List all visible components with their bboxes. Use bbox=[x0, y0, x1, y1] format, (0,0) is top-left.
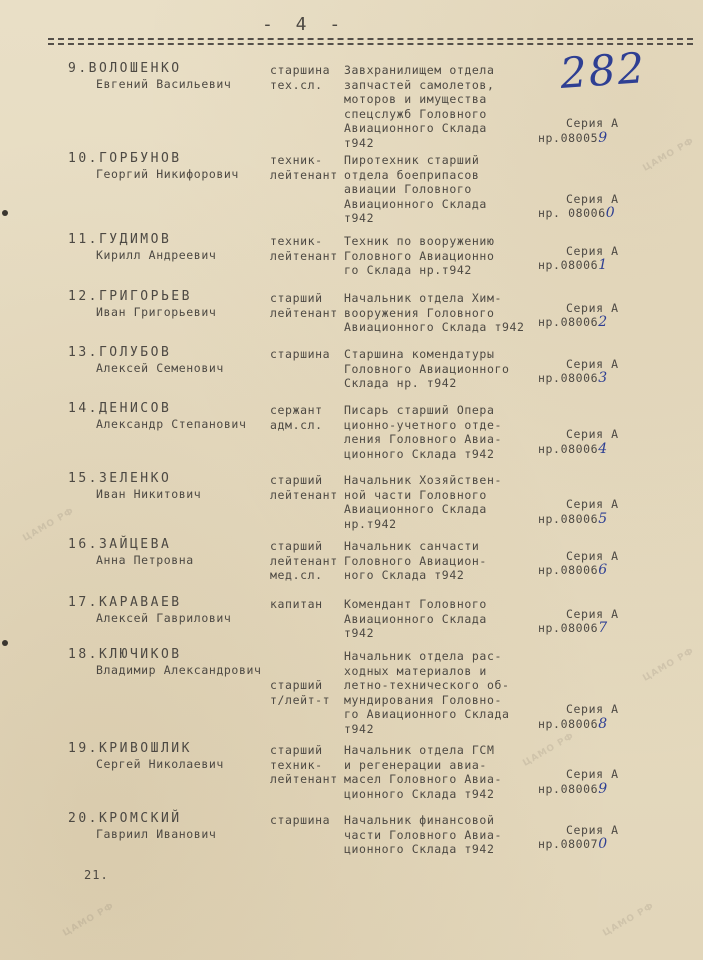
entry-position: авиации Головного bbox=[344, 182, 472, 196]
entry-surname: 19.КРИВОШЛИК bbox=[68, 741, 192, 756]
entry-rank: лейтенант bbox=[270, 167, 338, 182]
punch-hole bbox=[2, 210, 8, 216]
entry-surname: 12.ГРИГОРЬЕВ bbox=[68, 289, 192, 304]
entry-position: ционно-учетного отде- bbox=[344, 417, 502, 432]
entry-position: запчастей самолетов, bbox=[344, 77, 495, 92]
order-number-printed: нр.08006 bbox=[538, 258, 599, 272]
entry-rank: старший bbox=[270, 539, 323, 553]
page-number: - 4 - bbox=[262, 14, 347, 35]
order-number-printed: нр.08006 bbox=[538, 563, 599, 577]
entry-surname: 11.ГУДИМОВ bbox=[68, 232, 172, 247]
entry-position: Техник по вооружению bbox=[344, 234, 495, 248]
archive-sheet-number: 282 bbox=[558, 43, 648, 98]
entry-rank: лейтенант bbox=[270, 553, 338, 568]
entry-position: Авиационного Склада bbox=[344, 196, 487, 211]
entry-series: Серия А bbox=[566, 300, 619, 315]
order-number-handwritten-digit: 4 bbox=[598, 440, 608, 457]
order-number-handwritten-digit: 5 bbox=[598, 510, 608, 527]
order-number-printed: нр.08006 bbox=[538, 621, 599, 635]
order-number-handwritten-digit: 0 bbox=[598, 836, 608, 852]
entry-order-number bbox=[538, 315, 608, 330]
entry-rank: мед.сл. bbox=[270, 568, 323, 582]
entry-order-number bbox=[538, 621, 608, 636]
entry-position: Начальник Хозяйствен- bbox=[344, 473, 502, 487]
entry-position: Авиационного Склада bbox=[344, 121, 487, 135]
order-number-printed: нр.08006 bbox=[538, 371, 599, 385]
archive-watermark: ЦАМО РФ bbox=[521, 731, 577, 769]
entry-position: ной части Головного bbox=[344, 487, 487, 502]
entry-position: т942 bbox=[344, 135, 375, 150]
entry-surname: 9.ВОЛОШЕНКО bbox=[68, 61, 182, 76]
archive-watermark: ЦАМО РФ bbox=[61, 901, 117, 939]
entry-order-number bbox=[538, 717, 608, 732]
entry-series: Серия А bbox=[566, 702, 619, 716]
entry-position: го Авиационного Склада bbox=[344, 707, 510, 721]
entry-position: и регенерации авиа- bbox=[344, 757, 487, 772]
entry-series: Серия А bbox=[566, 191, 619, 206]
entry-order-number bbox=[538, 837, 608, 852]
entry-order-number bbox=[538, 206, 615, 221]
entry-rank: старшина bbox=[270, 63, 331, 77]
entry-rank: техник- bbox=[270, 757, 323, 772]
entry-rank: старшина bbox=[270, 347, 331, 361]
entry-series: Серия А bbox=[566, 606, 619, 621]
entry-position: спецслужб Головного bbox=[344, 106, 487, 121]
entry-rank: старший bbox=[270, 473, 323, 487]
archive-watermark: ЦАМО РФ bbox=[641, 136, 697, 174]
entry-position: Завхранилищем отдела bbox=[344, 63, 495, 77]
entry-position: Начальник отдела рас- bbox=[344, 649, 502, 663]
entry-given-name: Алексей Семенович bbox=[96, 361, 224, 375]
entry-given-name: Евгений Васильевич bbox=[96, 77, 232, 91]
entry-given-name: Владимир Александрович bbox=[96, 663, 262, 677]
order-number-handwritten-digit: 6 bbox=[598, 562, 608, 578]
entry-order-number bbox=[538, 563, 608, 578]
entry-position: Авиационного Склада bbox=[344, 502, 487, 516]
entry-rank: тех.сл. bbox=[270, 77, 323, 92]
entry-surname: 15.ЗЕЛЕНКО bbox=[68, 471, 172, 486]
entry-position: отдела боеприпасов bbox=[344, 167, 480, 182]
archive-watermark: ЦАМО РФ bbox=[21, 506, 77, 544]
entry-series: Серия А bbox=[566, 356, 619, 371]
order-number-printed: нр.08005 bbox=[538, 130, 599, 145]
entry-position: Пиротехник старший bbox=[344, 153, 480, 167]
entry-rank: капитан bbox=[270, 597, 323, 611]
entry-given-name: Сергей Николаевич bbox=[96, 757, 224, 771]
entry-rank: лейтенант bbox=[270, 772, 338, 786]
entry-order-number bbox=[538, 512, 608, 527]
entry-position: ления Головного Авиа- bbox=[344, 432, 502, 446]
entry-position: Головного Авиационно bbox=[344, 248, 495, 263]
entry-position: Комендант Головного bbox=[344, 597, 487, 611]
entry-series: Серия А bbox=[566, 116, 619, 130]
entry-rank: т/лейт-т bbox=[270, 692, 331, 707]
entry-position: ционного Склада т942 bbox=[344, 842, 495, 856]
order-number-handwritten-digit: 8 bbox=[598, 715, 608, 732]
entry-rank: старший bbox=[270, 291, 323, 305]
order-number-handwritten-digit: 3 bbox=[598, 370, 608, 386]
entry-series: Серия А bbox=[566, 243, 619, 258]
entry-rank: сержант bbox=[270, 403, 323, 417]
entry-rank: лейтенант bbox=[270, 248, 338, 263]
entry-order-number bbox=[538, 371, 608, 386]
header-rule bbox=[48, 43, 693, 45]
order-number-printed: нр.08007 bbox=[538, 837, 599, 851]
entry-position: Начальник финансовой bbox=[344, 813, 495, 827]
order-number-printed: нр.08006 bbox=[538, 716, 599, 731]
entry-position: Старшина комендатуры bbox=[344, 347, 495, 361]
entry-series: Серия А bbox=[566, 427, 619, 441]
entry-position: Начальник санчасти bbox=[344, 539, 480, 553]
entry-given-name: Алексей Гаврилович bbox=[96, 611, 232, 625]
entry-rank: старший bbox=[270, 678, 323, 692]
entry-position: ционного Склада т942 bbox=[344, 446, 495, 461]
order-number-printed: нр.08006 bbox=[538, 315, 599, 329]
entry-rank: лейтенант bbox=[270, 487, 338, 502]
entry-surname: 16.ЗАЙЦЕВА bbox=[68, 537, 172, 552]
order-number-printed: нр.08006 bbox=[538, 511, 599, 526]
entry-series: Серия А bbox=[566, 548, 619, 563]
entry-order-number bbox=[538, 131, 608, 146]
entry-given-name: Иван Григорьевич bbox=[96, 305, 217, 319]
entry-position: масел Головного Авиа- bbox=[344, 772, 502, 786]
entry-given-name: Александр Степанович bbox=[96, 417, 247, 431]
entry-position: нр.т942 bbox=[344, 516, 397, 531]
entry-order-number bbox=[538, 442, 608, 457]
entry-rank: адм.сл. bbox=[270, 417, 323, 432]
entry-given-name: Георгий Никифорович bbox=[96, 167, 239, 181]
entry-position: т942 bbox=[344, 211, 375, 225]
punch-hole bbox=[2, 640, 8, 646]
entry-surname: 13.ГОЛУБОВ bbox=[68, 345, 172, 360]
entry-position: вооружения Головного bbox=[344, 305, 495, 320]
entry-series: Серия А bbox=[566, 497, 619, 511]
entry-rank: старшина bbox=[270, 813, 331, 827]
entry-position: Начальник отдела Хим- bbox=[344, 291, 502, 305]
entry-position: ходных материалов и bbox=[344, 663, 487, 678]
order-number-handwritten-digit: 9 bbox=[598, 780, 608, 797]
order-number-handwritten-digit: 9 bbox=[598, 129, 608, 146]
entry-position: Головного Авиацион- bbox=[344, 553, 487, 568]
entry-position: го Склада нр.т942 bbox=[344, 263, 472, 277]
entry-series: Серия А bbox=[566, 822, 619, 837]
entry-position: т942 bbox=[344, 626, 375, 640]
entry-order-number bbox=[538, 782, 608, 797]
entry-position: моторов и имущества bbox=[344, 92, 487, 106]
entry-given-name: Гавриил Иванович bbox=[96, 827, 217, 841]
header-rule bbox=[48, 38, 693, 40]
entry-position: Писарь старший Опера bbox=[344, 403, 495, 417]
entry-rank: старший bbox=[270, 743, 323, 757]
order-number-handwritten-digit: 7 bbox=[598, 620, 608, 636]
entry-rank: техник- bbox=[270, 234, 323, 248]
order-number-handwritten-digit: 0 bbox=[605, 205, 616, 221]
entry-rank: техник- bbox=[270, 153, 323, 167]
entry-order-number bbox=[538, 258, 608, 273]
entry-rank: лейтенант bbox=[270, 305, 338, 320]
entry-surname: 20.КРОМСКИЙ bbox=[68, 811, 182, 826]
entry-position: ного Склада т942 bbox=[344, 568, 465, 582]
order-number-handwritten-digit: 1 bbox=[598, 257, 608, 273]
entry-position: Авиационного Склада т942 bbox=[344, 320, 525, 334]
entry-given-name: Иван Никитович bbox=[96, 487, 202, 501]
entry-position: Авиационного Склада bbox=[344, 611, 487, 626]
order-number-printed: нр.08006 bbox=[538, 781, 599, 796]
order-number-handwritten-digit: 2 bbox=[598, 314, 608, 330]
entry-given-name: Кирилл Андреевич bbox=[96, 248, 217, 262]
entry-series: Серия А bbox=[566, 767, 619, 781]
entry-position: мундирования Головно- bbox=[344, 692, 502, 707]
entry-position: части Головного Авиа- bbox=[344, 827, 502, 842]
next-entry-number: 21. bbox=[84, 868, 109, 882]
entry-position: летно-технического об- bbox=[344, 678, 510, 692]
order-number-printed: нр. 08006 bbox=[538, 206, 606, 220]
entry-position: т942 bbox=[344, 721, 375, 736]
entry-position: Склада нр. т942 bbox=[344, 376, 457, 390]
archive-watermark: ЦАМО РФ bbox=[601, 901, 657, 939]
entry-surname: 10.ГОРБУНОВ bbox=[68, 151, 182, 166]
entry-position: Головного Авиационного bbox=[344, 361, 510, 376]
entry-position: ционного Склада т942 bbox=[344, 786, 495, 801]
order-number-printed: нр.08006 bbox=[538, 441, 599, 456]
entry-surname: 14.ДЕНИСОВ bbox=[68, 401, 172, 416]
archive-watermark: ЦАМО РФ bbox=[641, 646, 697, 684]
entry-surname: 18.КЛЮЧИКОВ bbox=[68, 647, 182, 662]
entry-surname: 17.КАРАВАЕВ bbox=[68, 595, 182, 610]
entry-position: Начальник отдела ГСМ bbox=[344, 743, 495, 757]
entry-given-name: Анна Петровна bbox=[96, 553, 194, 567]
